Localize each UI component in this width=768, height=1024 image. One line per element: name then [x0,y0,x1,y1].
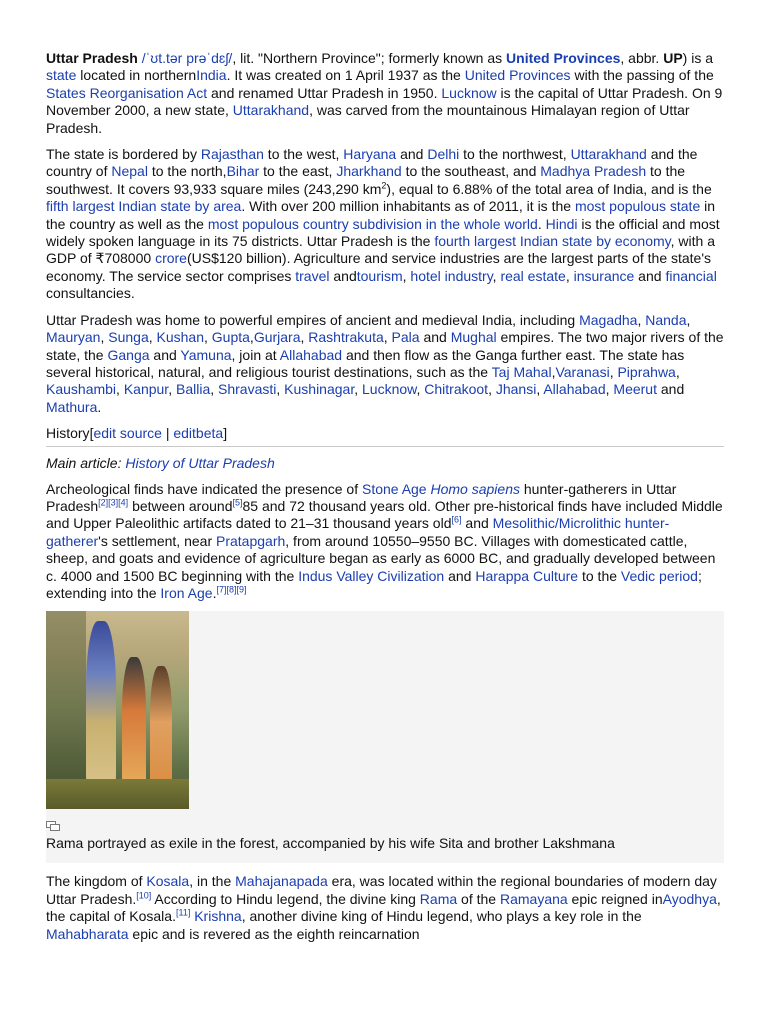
link-haryana[interactable]: Haryana [343,146,397,163]
link-kaushambi[interactable]: Kaushambi [46,381,117,398]
link-history-of-uttar-pradesh[interactable]: History of Uttar Pradesh [125,455,275,472]
link-allahabad[interactable]: Allahabad [279,346,343,363]
link-krishna[interactable]: Krishna [194,908,242,925]
link-chitrakoot[interactable]: Chitrakoot [424,381,489,398]
link-jharkhand[interactable]: Jharkhand [336,163,402,180]
abbreviation: UP [663,50,683,66]
link-financial[interactable]: financial [665,267,717,284]
link-india[interactable]: India [196,67,227,84]
link-stone-age[interactable]: Stone Age [361,480,427,497]
link-travel[interactable]: travel [295,267,330,284]
link-mahabharata[interactable]: Mahabharata [46,925,129,942]
link-meerut[interactable]: Meerut [613,381,657,398]
link-states-reorganisation-act[interactable]: States Reorganisation Act [46,84,208,101]
link-homo-sapiens[interactable]: Homo sapiens [430,480,520,497]
link-pala[interactable]: Pala [391,329,420,346]
link-mahajanapada[interactable]: Mahajanapada [235,873,328,890]
link-state[interactable]: state [46,67,77,84]
link-mathura[interactable]: Mathura [46,398,98,415]
superscript-2: 2 [381,180,387,191]
link-allahabad-2[interactable]: Allahabad [543,381,606,398]
link-vedic-period[interactable]: Vedic period [620,567,698,584]
citation-6[interactable]: [6] [451,514,462,525]
link-mauryan[interactable]: Mauryan [46,329,101,346]
editbeta-link[interactable]: editbeta [173,425,224,442]
link-varanasi[interactable]: Varanasi [555,363,610,380]
pronunciation-link[interactable]: /ˈʊt.tər prəˈdɛʃ/ [141,50,233,66]
kosala-paragraph: The kingdom of Kosala, in the Mahajanapada era, was located within the regional boundaries of modern day Uttar Pradesh.[10] According to Hindu legend, the divine king Rama of the Ramayana epic reigned inAyodhya, the capital of Kosala.[11] Krishna, another divine king of Hindu legend, who plays a key role in the Mahabharata epic and is revered as the eighth reincarnation [46,873,721,942]
link-piprahwa[interactable]: Piprahwa [617,363,676,380]
link-uttarakhand[interactable]: Uttarakhand [232,102,310,119]
link-bihar[interactable]: Bihar [226,163,260,180]
article-subject: Uttar Pradesh [46,50,138,66]
link-fifth-largest-by-area[interactable]: fifth largest Indian state by area [46,198,242,215]
citation-7-8-9[interactable]: [7][8][9] [216,584,247,595]
link-sunga[interactable]: Sunga [108,329,149,346]
link-crore[interactable]: crore [155,250,187,267]
link-yamuna[interactable]: Yamuna [180,346,232,363]
link-taj-mahal[interactable]: Taj Mahal [491,363,552,380]
link-real-estate[interactable]: real estate [500,267,566,284]
link-mesolithic[interactable]: Mesolithic/Microlithic hunter-gatherer [46,515,670,549]
link-rama[interactable]: Rama [419,890,458,907]
link-kushinagar[interactable]: Kushinagar [284,381,355,398]
article-body [46,50,724,952]
link-shravasti[interactable]: Shravasti [218,381,277,398]
link-tourism[interactable]: tourism [356,267,403,284]
figure-caption: Rama portrayed as exile in the forest, accompanied by his wife Sita and brother Lakshmana [46,835,615,852]
archeology-paragraph: Archeological finds have indicated the presence of Stone Age Homo sapiens hunter-gatherers in Uttar Pradesh[2][3][4] between around[5]85 and 72 thousand years old. Other pre-historical finds have included Middle and Upper Paleolithic artifacts dated to 21–31 thousand years old[6] and Mesolithic/Microlithic hunter-gatherer's settlement, near Pratapgarh, from around 10550–9550 BC. Villages with domesticated cattle, sheep, and goats and evidence of agriculture began as early as 6000 BC, and gradually developed between c. 4000 and 1500 BC beginning with the Indus Valley Civilization and Harappa Culture to the Vedic period; extending into the Iron Age.[7][8][9] [46,480,723,601]
magnify-clip-icon[interactable] [46,821,60,831]
main-article-hatnote: Main article: History of Uttar Pradesh [46,455,275,472]
link-mughal[interactable]: Mughal [450,329,497,346]
link-nepal[interactable]: Nepal [111,163,148,180]
empires-paragraph: Uttar Pradesh was home to powerful empires of ancient and medieval India, including Magadha, Nanda, Mauryan, Sunga, Kushan, Gupta,Gurjara, Rashtrakuta, Pala and Mughal empires. The two major rivers of the state, the Ganga and Yamuna, join at Allahabad and then flow as the Ganga further east. The state has several historical, natural, and religious tourist destinations, such as the Taj Mahal,Varanasi, Piprahwa, Kaushambi, Kanpur, Ballia, Shravasti, Kushinagar, Lucknow, Chitrakoot, Jhansi, Allahabad, Meerut and Mathura. [46,311,724,415]
link-harappa[interactable]: Harappa Culture [475,567,579,584]
rama-sita-lakshmana-painting[interactable] [46,611,189,809]
edit-source-link[interactable]: edit source [93,425,162,442]
link-rashtrakuta[interactable]: Rashtrakuta [308,329,384,346]
link-ganga[interactable]: Ganga [107,346,150,363]
link-kosala[interactable]: Kosala [146,873,190,890]
link-lucknow-2[interactable]: Lucknow [362,381,417,398]
link-most-populous-subdivision[interactable]: most populous country subdivision in the whole world [207,215,538,232]
link-hindi[interactable]: Hindi [545,215,578,232]
link-delhi[interactable]: Delhi [427,146,460,163]
link-fourth-largest-economy[interactable]: fourth largest Indian state by economy [434,233,671,250]
link-ramayana[interactable]: Ramayana [499,890,568,907]
citation-11[interactable]: [11] [175,907,191,918]
borders-paragraph: The state is bordered by Rajasthan to the west, Haryana and Delhi to the northwest, Uttarakhand and the country of Nepal to the north,Bihar to the east, Jharkhand to the southeast, and Madhya Pradesh to the southwest. It covers 93,933 square miles (243,290 $km^2$), equal to 6.88% of the total area of India, and is the fifth largest Indian state by area. With over 200 million inhabitants as of 2011, it is the most populous state in the country as well as the most populous country subdivision in the whole world. Hindi is the official and most widely spoken language in its 75 districts. Uttar Pradesh is the fourth largest Indian state by economy, with a GDP of ₹708000 crore(US$120 billion). Agriculture and service industries are the largest parts of the state's economy. The service sector comprises travel andtourism, hotel industry, real estate, insurance and financial consultancies. [46,146,720,302]
citation-2-3-4[interactable]: [2][3][4] [98,497,129,508]
link-most-populous-state[interactable]: most populous state [574,198,701,215]
citation-5[interactable]: [5] [232,497,243,508]
figure-rama-exile [46,611,724,863]
link-insurance[interactable]: insurance [573,267,635,284]
link-kanpur[interactable]: Kanpur [123,381,169,398]
link-pratapgarh[interactable]: Pratapgarh [216,532,286,549]
link-jhansi[interactable]: Jhansi [495,381,537,398]
citation-10[interactable]: [10] [136,890,152,901]
link-magadha[interactable]: Magadha [579,311,638,328]
link-indus-valley[interactable]: Indus Valley Civilization [298,567,445,584]
link-nanda[interactable]: Nanda [645,311,687,328]
link-united-provinces-bold[interactable]: United Provinces [506,50,621,66]
link-united-provinces[interactable]: United Provinces [464,67,571,84]
link-ballia[interactable]: Ballia [175,381,211,398]
link-madhya-pradesh[interactable]: Madhya Pradesh [540,163,647,180]
intro-paragraph: Uttar Pradesh /ˈʊt.tər prəˈdɛʃ/, lit. "Northern Province"; formerly known as United Provinces, abbr. UP) is a state located in northernIndia. It was created on 1 April 1937 as the United Provinces with the passing of the States Reorganisation Act and renamed Uttar Pradesh in 1950. Lucknow is the capital of Uttar Pradesh. On 9 November 2000, a new state, Uttarakhand, was carved from the mountainous Himalayan region of Uttar Pradesh. [46,50,723,136]
link-hotel-industry[interactable]: hotel industry [410,267,493,284]
link-uttarakhand-2[interactable]: Uttarakhand [570,146,647,163]
link-gupta[interactable]: Gupta [211,329,250,346]
link-lucknow[interactable]: Lucknow [441,84,497,101]
link-kushan[interactable]: Kushan [156,329,204,346]
link-iron-age[interactable]: Iron Age [160,584,213,601]
section-heading-history: History[edit source | editbeta] [46,425,724,447]
link-rajasthan[interactable]: Rajasthan [200,146,264,163]
link-ayodhya[interactable]: Ayodhya [662,890,717,907]
link-gurjara[interactable]: Gurjara [253,329,301,346]
